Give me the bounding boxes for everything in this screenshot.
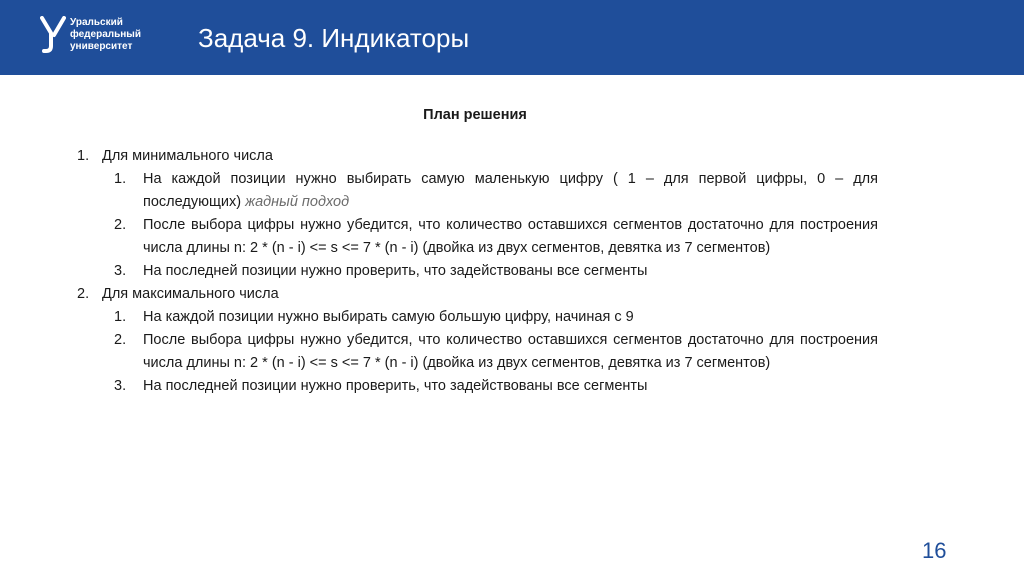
plan-section-min bbox=[72, 145, 878, 168]
step-number: 1. bbox=[114, 171, 127, 187]
logo-line: университет bbox=[70, 41, 133, 52]
plan-step bbox=[72, 260, 878, 283]
step-text: На каждой позиции нужно выбирать самую большую цифру, начиная с 9 bbox=[143, 309, 634, 325]
step-number: 3. bbox=[114, 378, 127, 394]
slide-title: Задача 9. Индикаторы bbox=[198, 23, 470, 53]
section-number: 1. bbox=[77, 148, 90, 164]
logo-line: Уральский bbox=[70, 17, 123, 28]
section-label: Для максимального числа bbox=[102, 286, 279, 302]
slide-header bbox=[0, 0, 1024, 75]
step-text: После выбора цифры нужно убедится, что количество оставшихся сегментов достаточно для построения числа длины n: 2 * (n - i) <= s <= 7 * (n - i) (двойка из двух сегментов, девятка из 7 сегментов) bbox=[143, 217, 878, 256]
plan-section-max bbox=[72, 283, 878, 306]
step-number: 2. bbox=[114, 332, 127, 348]
plan-step bbox=[72, 168, 878, 214]
university-logo-text bbox=[70, 17, 141, 53]
university-logo-icon bbox=[40, 16, 66, 54]
step-text: После выбора цифры нужно убедится, что количество оставшихся сегментов достаточно для построения числа длины n: 2 * (n - i) <= s <= 7 * (n - i) (двойка из двух сегментов, девятка из 7 сегментов) bbox=[143, 332, 878, 371]
step-text: На каждой позиции нужно выбирать самую маленькую цифру ( 1 – для первой цифры, 0 – для последующих) bbox=[143, 171, 878, 210]
step-number: 1. bbox=[114, 309, 127, 325]
step-text: На последней позиции нужно проверить, что задействованы все сегменты bbox=[143, 378, 648, 394]
section-number: 2. bbox=[77, 286, 90, 302]
step-accent-text: жадный подход bbox=[245, 194, 350, 210]
plan-step bbox=[72, 375, 878, 398]
plan-step bbox=[72, 329, 878, 375]
plan-heading: План решения bbox=[423, 107, 527, 123]
step-text: На последней позиции нужно проверить, что задействованы все сегменты bbox=[143, 263, 648, 279]
section-label: Для минимального числа bbox=[102, 148, 273, 164]
page-number: 16 bbox=[922, 538, 947, 563]
plan-step bbox=[72, 306, 878, 329]
plan-step bbox=[72, 214, 878, 260]
solution-plan bbox=[72, 104, 878, 398]
logo-line: федеральный bbox=[70, 29, 141, 40]
step-number: 3. bbox=[114, 263, 127, 279]
step-number: 2. bbox=[114, 217, 127, 233]
